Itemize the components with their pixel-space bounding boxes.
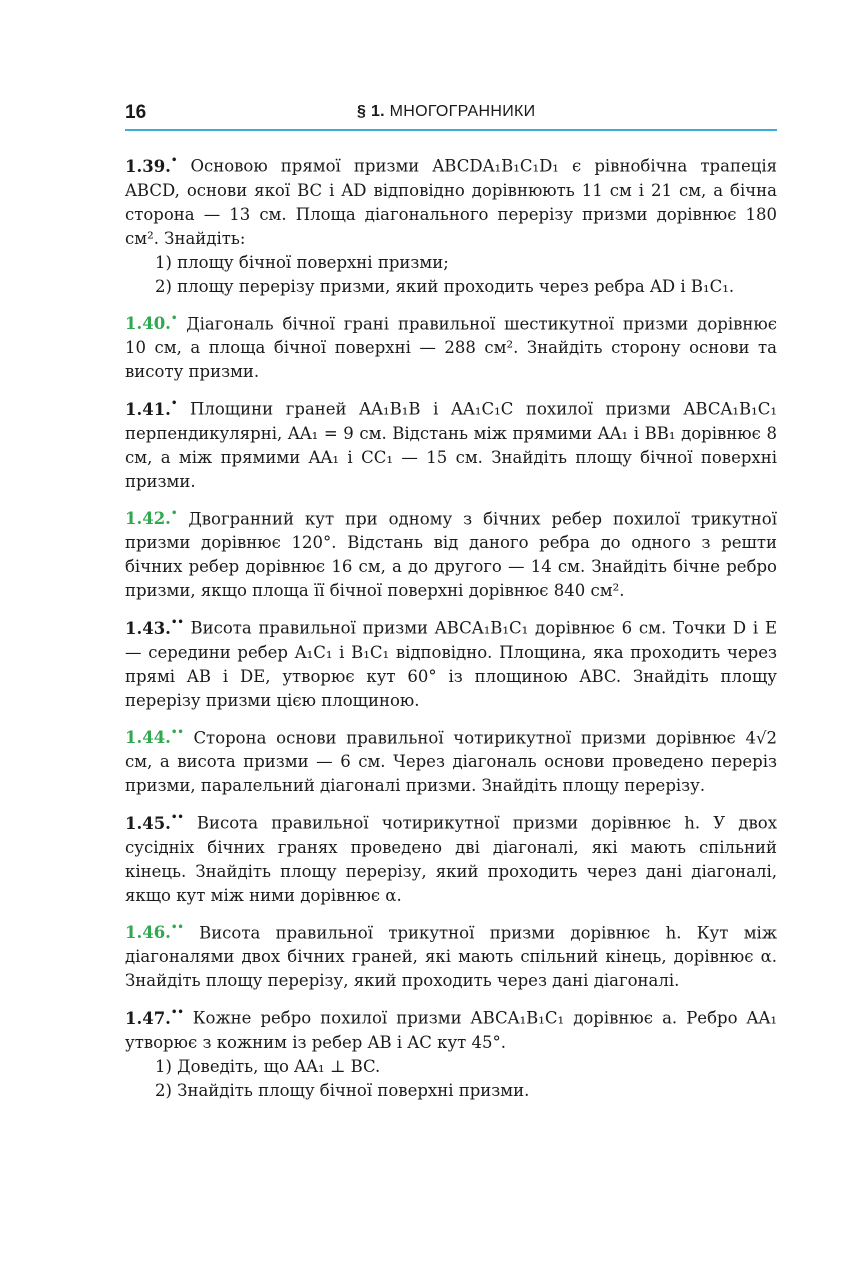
problem-number: 1.46.•• — [125, 921, 184, 942]
problem-text: Висота правильної трикутної призми дорівнює h. Кут між діагоналями двох бічних граней, які мають спільний кінець, дорівнює α. Знайдіть площу перерізу, який проходить через дані діагоналі. — [125, 923, 777, 990]
problem-1-47 — [125, 1003, 777, 1103]
problem-1-42 — [125, 504, 777, 604]
problem-text: Сторона основи правильної чотирикутної призми дорівнює 4√2 см, а висота призми — 6 см. Через діагональ основи проведено переріз призми, паралельний діагоналі призми. Знайдіть площу перерізу. — [125, 728, 777, 795]
problem-1-45 — [125, 808, 777, 908]
page-number: 16 — [125, 102, 147, 123]
problem-number: 1.45.•• — [125, 812, 184, 833]
chapter-title: МНОГОГРАННИКИ — [389, 103, 536, 120]
problem-1-41 — [125, 394, 777, 494]
problem-number: 1.44.•• — [125, 726, 184, 747]
page-header — [125, 98, 777, 128]
problem-text: Діагональ бічної грані правильної шестикутної призми дорівнює 10 см, а площа бічної поверхні — 288 см². Знайдіть сторону основи та висоту призми. — [125, 314, 777, 381]
problem-number: 1.40.• — [125, 312, 178, 333]
problem-text: Площини граней AA₁B₁B і AA₁C₁C похилої призми ABCA₁B₁C₁ перпендикулярні, AA₁ = 9 см. Відстань між прямими AA₁ і BB₁ дорівнює 8 см, а між прямими AA₁ і CC₁ — 15 см. Знайдіть площу бічної поверхні призми. — [125, 399, 777, 491]
problem-text: Кожне ребро похилої призми ABCA₁B₁C₁ дорівнює a. Ребро AA₁ утворює з кожним із ребер AB і AC кут 45°. — [125, 1008, 777, 1052]
problem-1-46 — [125, 918, 777, 994]
problem-text: Висота правильної чотирикутної призми дорівнює h. У двох сусідніх бічних гранях проведено дві діагоналі, які мають спільний кінець. Знайдіть площу перерізу, який проходить через дані діагоналі, якщо кут між ними дорівнює α. — [125, 813, 777, 905]
problem-number: 1.42.• — [125, 507, 178, 528]
problem-subitem: 2) Знайдіть площу бічної поверхні призми. — [155, 1080, 530, 1100]
problem-number: 1.39.• — [125, 155, 178, 176]
chapter-heading — [357, 103, 535, 121]
problem-subitem: 2) площу перерізу призми, який проходить через ребра AD і B₁C₁. — [155, 276, 735, 296]
problem-1-44 — [125, 723, 777, 799]
problem-text: Двогранний кут при одному з бічних ребер похилої трикутної призми дорівнює 120°. Відстань від даного ребра до одного з решти бічних ребер дорівнює 16 см, а до другого — 14 см. Знайдіть бічне ребро призми, якщо площа її бічної поверхні дорівнює 840 см². — [125, 509, 778, 600]
problem-1-40 — [125, 309, 777, 385]
problem-number: 1.43.•• — [125, 617, 184, 638]
header-rule — [125, 129, 777, 131]
problem-subitem: 1) площу бічної поверхні призми; — [155, 252, 449, 272]
problem-1-39 — [125, 151, 777, 299]
problem-subitem: 1) Доведіть, що AA₁ ⊥ BC. — [155, 1056, 381, 1076]
section-number: § 1. — [357, 103, 385, 120]
problem-number: 1.41.• — [125, 398, 178, 419]
problem-text: Висота правильної призми ABCA₁B₁C₁ дорівнює 6 см. Точки D і E — середини ребер A₁C₁ і B₁C₁ відповідно. Площина, яка проходить через прямі AB і DE, утворює кут 60° із площиною ABC. Знайдіть площу перерізу призми цією площиною. — [125, 618, 777, 710]
problem-list — [125, 151, 777, 1113]
problem-text: Основою прямої призми ABCDA₁B₁C₁D₁ є рівнобічна трапеція ABCD, основи якої BC і AD відповідно дорівнюють 11 см і 21 см, а бічна сторона — 13 см. Площа діагонального перерізу призми дорівнює 180 см². Знайдіть: — [125, 156, 777, 248]
problem-number: 1.47.•• — [125, 1007, 184, 1028]
problem-1-43 — [125, 613, 777, 713]
